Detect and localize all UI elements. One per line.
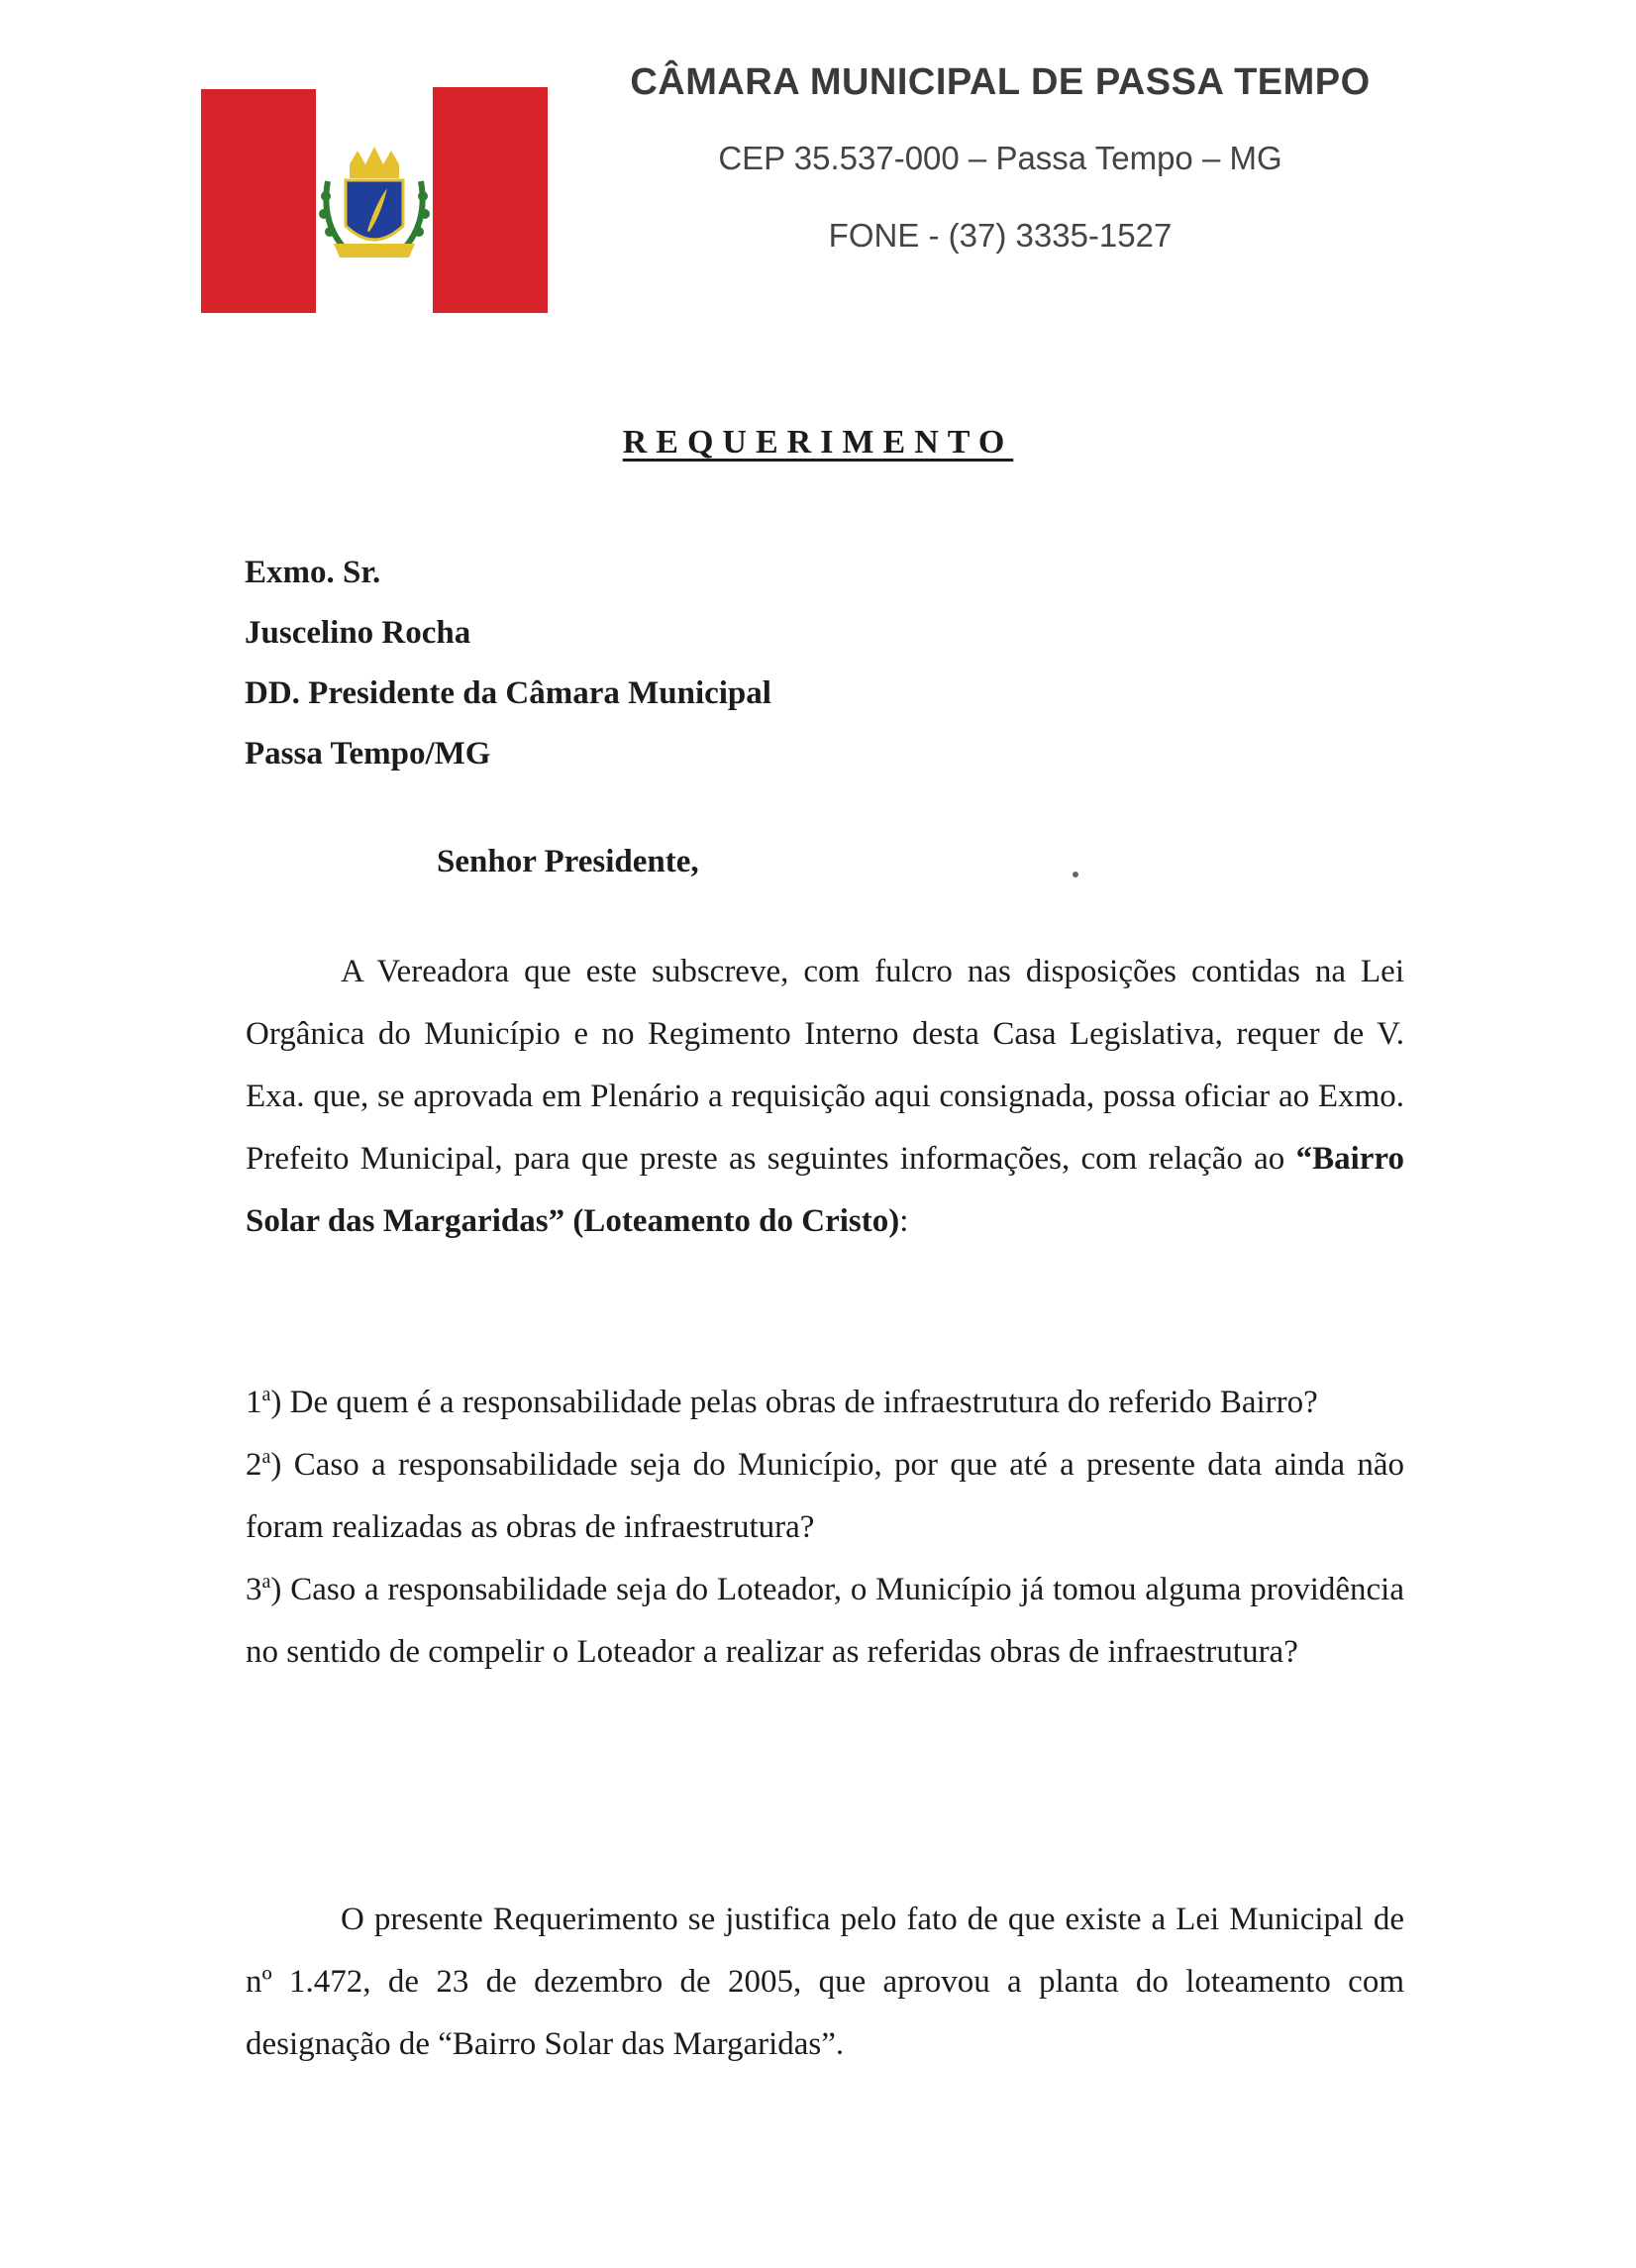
addressee-block <box>245 543 771 784</box>
addressee-line-1: Exmo. Sr. <box>245 555 381 590</box>
addressee-line-2: Juscelino Rocha <box>245 615 471 651</box>
letterhead <box>555 61 1446 255</box>
salutation: Senhor Presidente, <box>437 844 699 879</box>
scan-speck <box>1073 872 1078 877</box>
list-item: 3$^a$) Caso a responsabilidade seja do Loteador, o Município já tomou alguma providência no sentido de compelir o Loteador a realizar as referidas obras de infraestrutura? <box>246 1571 1404 1670</box>
flag-right-stripe <box>433 87 548 313</box>
questions-list <box>246 1372 1404 1684</box>
institution-phone: FONE - (37) 3335-1527 <box>828 217 1173 254</box>
neighborhood-name: “Bairro Solar das Margaridas” (Loteamento do Cristo) <box>246 1141 1404 1239</box>
addressee-line-3: DD. Presidente da Câmara Municipal <box>245 675 771 711</box>
request-text: A Vereadora que este subscreve, com fulcro nas disposições contidas na Lei Orgânica do Município e no Regimento Interno desta Casa Legislativa, requer de V. Exa. que, se aprovada em Plenário a requisição aqui consignada, possa oficiar ao Exmo. Prefeito Municipal, para que preste as seguintes informações, com relação ao <box>246 954 1404 1177</box>
list-item: 2$^a$) Caso a responsabilidade seja do Município, por que até a presente data ainda não foram realizadas as obras de infraestrutura? <box>246 1446 1404 1545</box>
justification-text: O presente Requerimento se justifica pelo fato de que existe a Lei Municipal de nº 1.472, de 23 de dezembro de 2005, que aprovou a planta do loteamento com designação de “Bairro Solar das Margaridas”. <box>246 1902 1404 2062</box>
document-title: REQUERIMENTO <box>622 424 1014 461</box>
list-item: 1$^a$) De quem é a responsabilidade pelas obras de infraestrutura do referido Bairro? <box>246 1384 1318 1420</box>
municipal-flag-logo <box>201 87 548 315</box>
justification-paragraph <box>246 1889 1404 2076</box>
institution-cep: CEP 35.537-000 – Passa Tempo – MG <box>718 140 1282 176</box>
request-paragraph: A Vereadora que este subscreve, com fulcro nas disposições contidas na Lei Orgânica do Município e no Regimento Interno desta Casa Legislativa, requer de V. Exa. que, se aprovada em Plenário a requisição aqui consignada, possa oficiar ao Exmo. Prefeito Municipal, para que preste as seguintes informações, com relação ao “Bairro Solar das Margaridas” (Loteamento do Cristo): <box>246 954 1404 1239</box>
addressee-line-4: Passa Tempo/MG <box>245 736 491 772</box>
coat-of-arms-icon <box>319 147 430 258</box>
institution-name: CÂMARA MUNICIPAL DE PASSA TEMPO <box>630 61 1371 103</box>
flag-left-stripe <box>201 89 316 313</box>
